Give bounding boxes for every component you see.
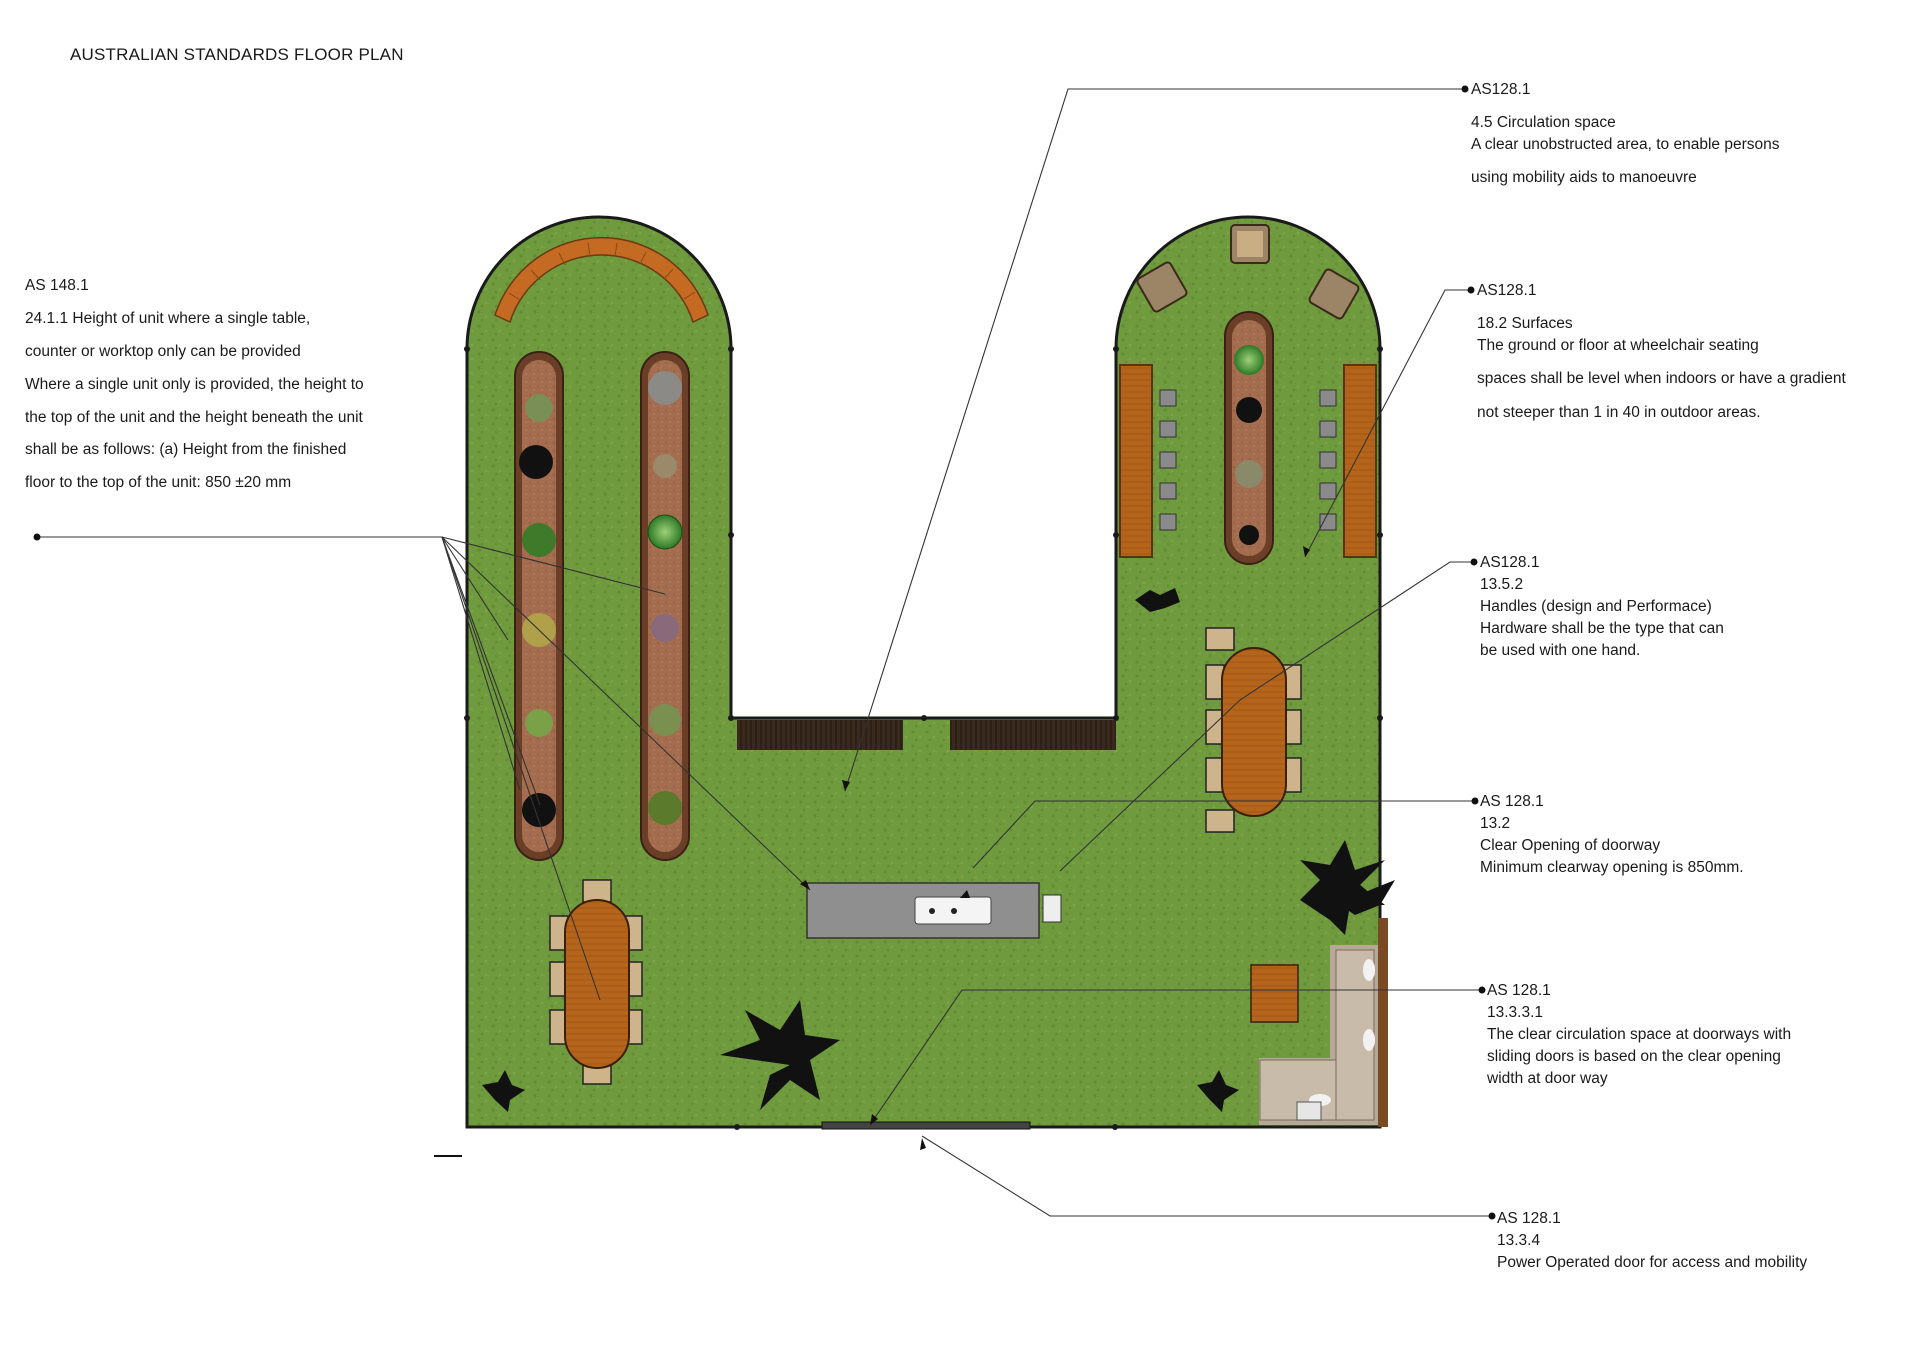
annotation-line: Clear Opening of doorway <box>1480 836 1661 854</box>
annotation-line: the top of the unit and the height beneath the unit <box>25 408 363 426</box>
annotation-surfaces <box>1477 281 1846 436</box>
planter-right <box>1225 312 1273 564</box>
fence-screen-left <box>737 720 903 750</box>
annotation-line: using mobility aids to manoeuvre <box>1471 169 1697 187</box>
annotation-line: 13.5.2 <box>1480 575 1524 593</box>
annotation-line: AS128.1 <box>1480 554 1540 571</box>
fence-screen-right <box>950 720 1116 750</box>
annotation-line: sliding doors is based on the clear opening <box>1487 1047 1781 1065</box>
annotation-handles <box>1480 553 1724 662</box>
annotation-power-door <box>1497 1209 1807 1275</box>
annotation-line: floor to the top of the unit: 850 ±20 mm <box>25 474 292 492</box>
annotation-line: Hardware shall be the type that can <box>1480 619 1724 637</box>
page-title: AUSTRALIAN STANDARDS FLOOR PLAN <box>70 45 404 64</box>
entry-door <box>822 1122 1030 1129</box>
bar-counter-left <box>1120 365 1176 557</box>
annotation-as148-unit-height <box>25 276 364 506</box>
annotation-line: 13.2 <box>1480 814 1511 832</box>
annotation-line: 18.2 Surfaces <box>1477 315 1573 333</box>
annotation-line: The clear circulation space at doorways with <box>1487 1025 1792 1043</box>
annotation-line: AS128.1 <box>1477 282 1537 299</box>
annotation-line: shall be as follows: (a) Height from the finished <box>25 441 347 459</box>
annotation-line: 13.3.3.1 <box>1487 1003 1544 1021</box>
bar-counter-right <box>1320 365 1376 557</box>
annotation-line: spaces shall be level when indoors or have a gradient <box>1477 370 1846 388</box>
annotation-line: A clear unobstructed area, to enable persons <box>1471 135 1780 153</box>
annotation-line: Power Operated door for access and mobility <box>1497 1253 1808 1271</box>
annotation-line: AS 148.1 <box>25 277 89 294</box>
annotation-line: 4.5 Circulation space <box>1471 114 1616 132</box>
annotation-line: 13.3.4 <box>1497 1231 1541 1249</box>
annotation-sliding-doors <box>1487 981 1791 1090</box>
annotation-line: counter or worktop only can be provided <box>25 342 301 360</box>
annotation-line: AS 128.1 <box>1480 793 1544 810</box>
kitchen-island <box>807 883 1061 938</box>
annotation-line: AS 128.1 <box>1497 1210 1561 1227</box>
annotation-line: Handles (design and Performace) <box>1480 597 1712 615</box>
annotation-circulation-space <box>1471 80 1779 202</box>
planter-left-1 <box>515 352 563 860</box>
annotation-line: Where a single unit only is provided, the height to <box>25 375 364 393</box>
annotation-line: Minimum clearway opening is 850mm. <box>1480 858 1744 876</box>
annotation-line: AS 128.1 <box>1487 982 1551 999</box>
annotation-line: The ground or floor at wheelchair seating <box>1477 336 1759 354</box>
annotation-doorway-opening <box>1480 792 1744 880</box>
annotation-line: width at door way <box>1487 1069 1608 1087</box>
annotation-line: be used with one hand. <box>1480 641 1641 659</box>
annotation-line: not steeper than 1 in 40 in outdoor areas. <box>1477 403 1761 421</box>
annotation-line: AS128.1 <box>1471 81 1531 98</box>
planter-left-2 <box>641 352 689 860</box>
annotation-line: 24.1.1 Height of unit where a single table, <box>25 309 311 327</box>
